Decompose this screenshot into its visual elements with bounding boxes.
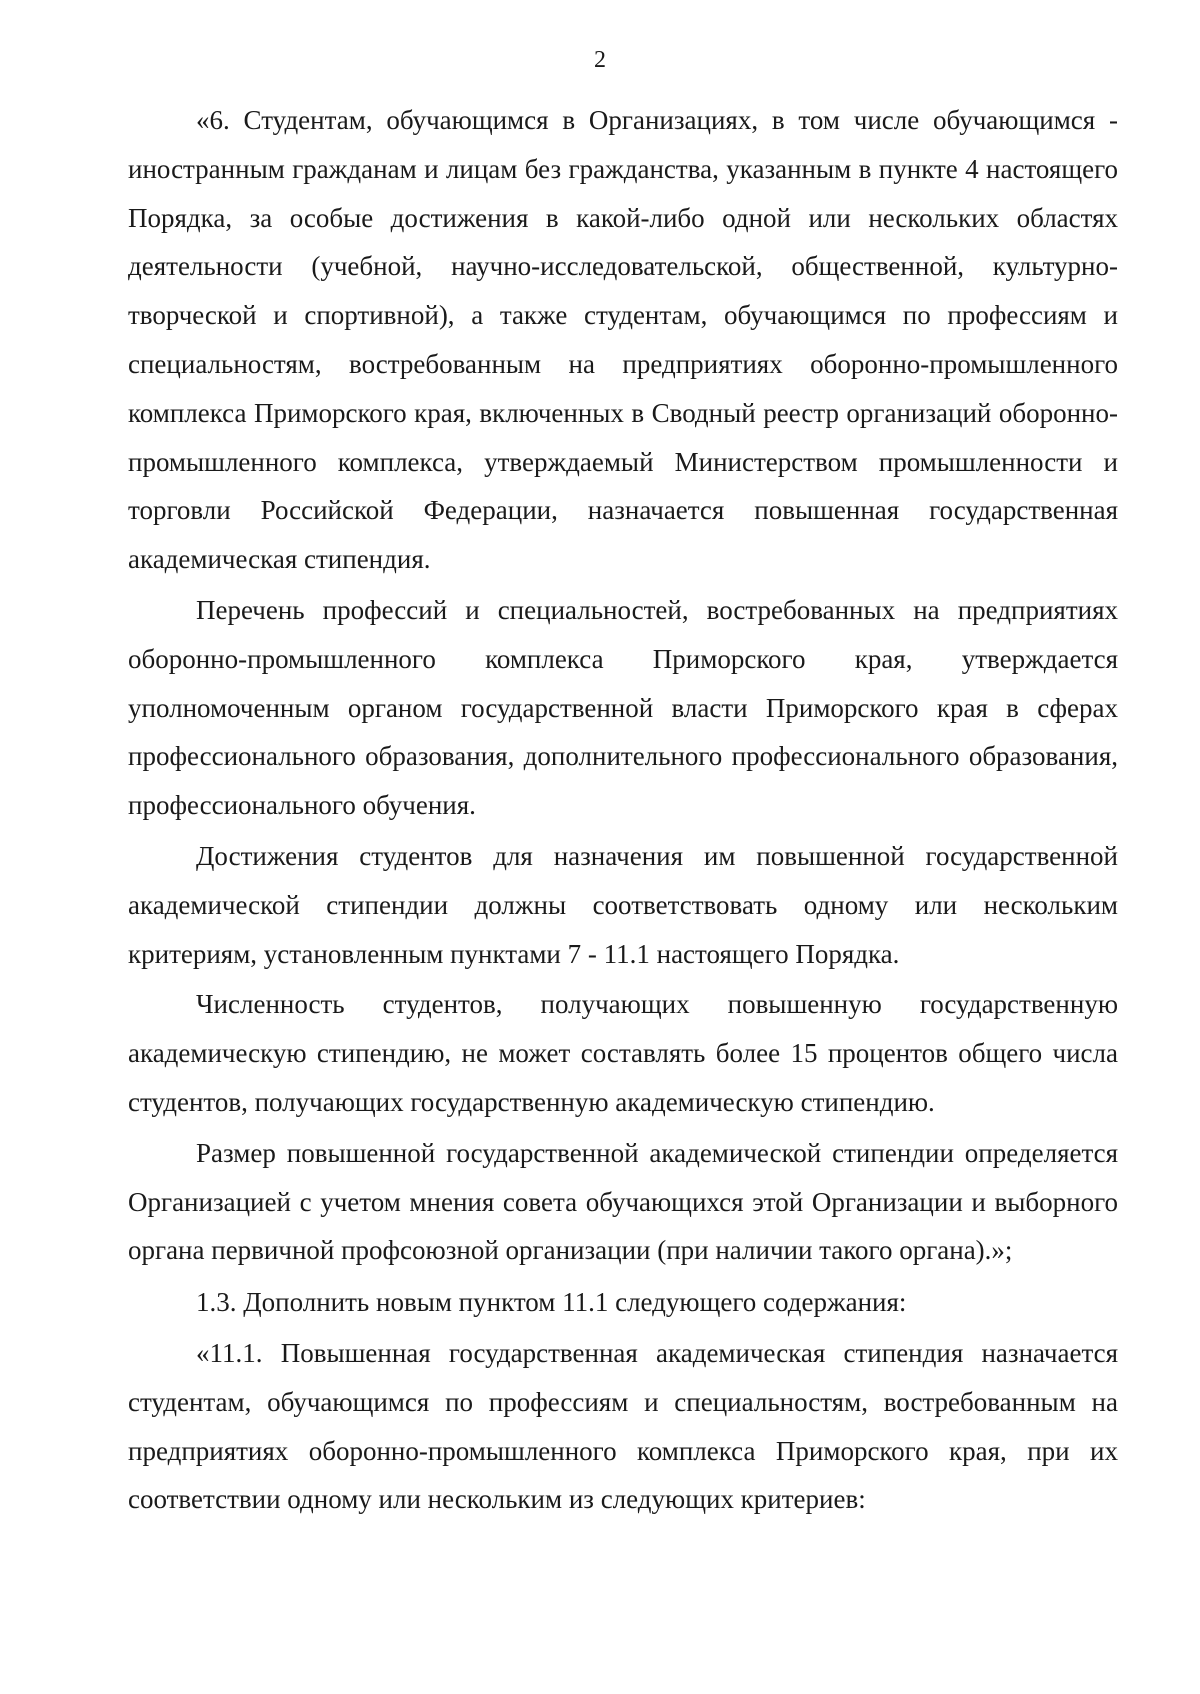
document-body — [128, 96, 1118, 1526]
paragraph-amendment-1-3: 1.3. Дополнить новым пунктом 11.1 следующего содержания: — [196, 1287, 907, 1318]
paragraph-stipend-amount: Размер повышенной государственной академической стипендии определяется Организацией с учетом мнения совета обучающихся этой Организации и выборного органа первичной профсоюзной организации (при наличии такого органа).»; — [128, 1137, 1118, 1266]
paragraph-student-quota: Численность студентов, получающих повышенную государственную академическую стипендию, не может составлять более 15 процентов общего числа студентов, получающих государственную академическую стипендию. — [128, 989, 1118, 1117]
paragraph-point-6: «6. Студентам, обучающимся в Организациях, в том числе обучающимся - иностранным гражданам и лицам без гражданства, указанным в пункте 4 настоящего Порядка, за особые достижения в какой-либо одной или нескольких областях деятельности (учебной, научно-исследовательской, общественной, культурно-творческой и спортивной), а также студентам, обучающимся по профессиям и специальностям, востребованным на предприятиях оборонно-промышленного комплекса Приморского края, включенных в Сводный реестр организаций оборонно-промышленного комплекса, утверждаемый Министерством промышленности и торговли Российской Федерации, назначается повышенная государственная академическая стипендия. — [128, 105, 1118, 575]
paragraph-list-of-professions: Перечень профессий и специальностей, востребованных на предприятиях оборонно-промышленного комплекса Приморского края, утверждается уполномоченным органом государственной власти Приморского края в сферах профессионального образования, дополнительного профессионального образования, профессионального обучения. — [128, 594, 1118, 821]
paragraph-achievement-criteria: Достижения студентов для назначения им повышенной государственной академической стипендии должны соответствовать одному или нескольким критериям, установленным пунктами 7 - 11.1 настоящего Порядка. — [128, 840, 1118, 969]
page-number: 2 — [594, 47, 606, 73]
paragraph-point-11-1: «11.1. Повышенная государственная академическая стипендия назначается студентам, обучающимся по профессиям и специальностям, востребованным на предприятиях оборонно-промышленного комплекса Приморского края, при их соответствии одному или нескольким из следующих критериев: — [128, 1337, 1118, 1515]
